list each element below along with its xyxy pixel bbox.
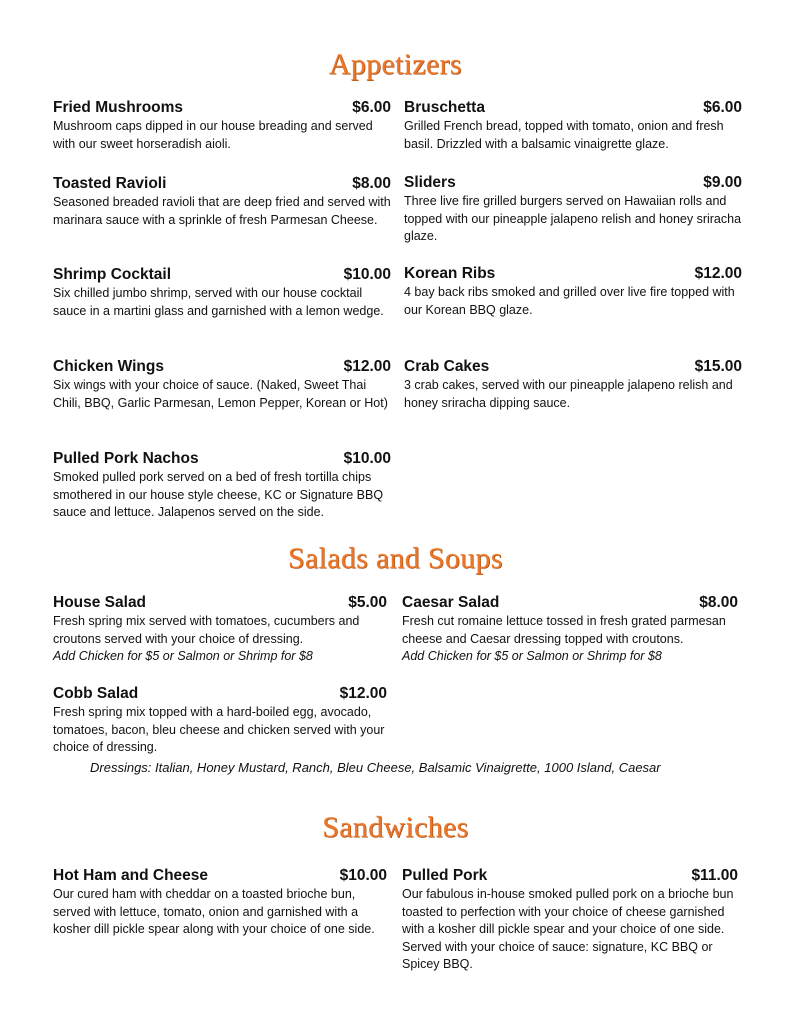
section-title-salads-and-soups: Salads and Soups	[288, 542, 503, 575]
menu-item-pulled-pork-nachos	[53, 449, 391, 522]
item-description: Seasoned breaded ravioli that are deep fried and served with marinara sauce with a sprinkle of fresh Parmesan Cheese.	[53, 195, 391, 227]
item-price: $6.00	[352, 99, 391, 116]
menu-item-toasted-ravioli	[53, 174, 391, 229]
item-description: Our fabulous in-house smoked pulled pork on a brioche bun toasted to perfection with your choice of cheese garnished with a kosher dill pickle spear and your choice of one side. Served with your choice of sauce: signature, KC BBQ or Spicey BBQ.	[402, 887, 734, 971]
section-title-sandwiches: Sandwiches	[322, 811, 469, 844]
item-name: Pulled Pork	[402, 867, 488, 884]
menu-item-sliders	[404, 173, 742, 246]
item-description-text: Fresh spring mix served with tomatoes, cucumbers and croutons served with your choice of dressing.	[53, 614, 360, 646]
item-name: Chicken Wings	[53, 358, 164, 375]
item-description: 3 crab cakes, served with our pineapple jalapeno relish and honey sriracha dipping sauce.	[404, 378, 733, 410]
item-name: Korean Ribs	[404, 265, 496, 282]
menu-item-caesar-salad	[402, 593, 738, 666]
item-name: Shrimp Cocktail	[53, 266, 171, 283]
menu-item-korean-ribs	[404, 264, 742, 319]
item-name: Hot Ham and Cheese	[53, 867, 209, 884]
item-name: Caesar Salad	[402, 594, 500, 611]
item-name: Toasted Ravioli	[53, 175, 167, 192]
menu-item-fried-mushrooms	[53, 98, 391, 153]
item-name: Fried Mushrooms	[53, 99, 184, 116]
item-description: 4 bay back ribs smoked and grilled over live fire topped with our Korean BBQ glaze.	[404, 285, 735, 317]
item-description: Six chilled jumbo shrimp, served with our house cocktail sauce in a martini glass and garnished with a lemon wedge.	[53, 286, 384, 318]
item-description	[402, 613, 738, 666]
item-price: $10.00	[339, 867, 387, 884]
item-price: $8.00	[699, 594, 738, 611]
item-description: Three live fire grilled burgers served on Hawaiian rolls and topped with our pineapple jalapeno relish and honey sriracha glaze.	[404, 194, 742, 243]
item-addon-note: Add Chicken for $5 or Salmon or Shrimp for $8	[402, 649, 662, 663]
item-name: Pulled Pork Nachos	[53, 450, 199, 467]
item-name: Cobb Salad	[53, 685, 139, 702]
item-description-text: Fresh cut romaine lettuce tossed in fresh grated parmesan cheese and Caesar dressing topped with croutons.	[402, 614, 726, 646]
item-description	[53, 613, 387, 666]
item-price: $10.00	[343, 266, 391, 283]
menu-item-crab-cakes	[404, 357, 742, 412]
item-description: Six wings with your choice of sauce. (Naked, Sweet Thai Chili, BBQ, Garlic Parmesan, Lemon Pepper, Korean or Hot)	[53, 378, 388, 410]
item-name: Crab Cakes	[404, 358, 490, 375]
menu-item-cobb-salad	[53, 684, 387, 757]
menu-item-house-salad	[53, 593, 387, 666]
item-name: Bruschetta	[404, 99, 485, 116]
item-price: $6.00	[703, 99, 742, 116]
item-description: Fresh spring mix topped with a hard-boiled egg, avocado, tomatoes, bacon, bleu cheese and chicken served with your choice of dressing.	[53, 705, 385, 754]
menu-item-chicken-wings	[53, 357, 391, 412]
menu-item-hot-ham-and-cheese	[53, 866, 387, 939]
menu-item-shrimp-cocktail	[53, 265, 391, 320]
item-price: $8.00	[352, 175, 391, 192]
menu-item-bruschetta	[404, 98, 742, 153]
item-price: $15.00	[694, 358, 742, 375]
item-price: $12.00	[694, 265, 742, 282]
item-description: Our cured ham with cheddar on a toasted brioche bun, served with lettuce, tomato, onion and garnished with a kosher dill pickle spear along with your choice of one side.	[53, 887, 375, 936]
section-title-appetizers: Appetizers	[329, 48, 462, 81]
item-price: $11.00	[691, 867, 738, 884]
item-price: $5.00	[348, 594, 387, 611]
item-price: $12.00	[343, 358, 391, 375]
item-price: $9.00	[703, 174, 742, 191]
item-description: Grilled French bread, topped with tomato, onion and fresh basil. Drizzled with a balsamic vinaigrette glaze.	[404, 119, 724, 151]
dressings-note: Dressings: Italian, Honey Mustard, Ranch, Bleu Cheese, Balsamic Vinaigrette, 1000 Island, Caesar	[90, 760, 661, 775]
item-addon-note: Add Chicken for $5 or Salmon or Shrimp for $8	[53, 649, 313, 663]
item-description: Mushroom caps dipped in our house breading and served with our sweet horseradish aioli.	[53, 119, 373, 151]
menu-item-pulled-pork	[402, 866, 738, 974]
item-price: $10.00	[343, 450, 391, 467]
item-description: Smoked pulled pork served on a bed of fresh tortilla chips smothered in our house style cheese, KC or Signature BBQ sauce and lettuce. Jalapenos served on the side.	[53, 470, 384, 519]
item-name: Sliders	[404, 174, 456, 191]
item-price: $12.00	[339, 685, 387, 702]
item-name: House Salad	[53, 594, 147, 611]
